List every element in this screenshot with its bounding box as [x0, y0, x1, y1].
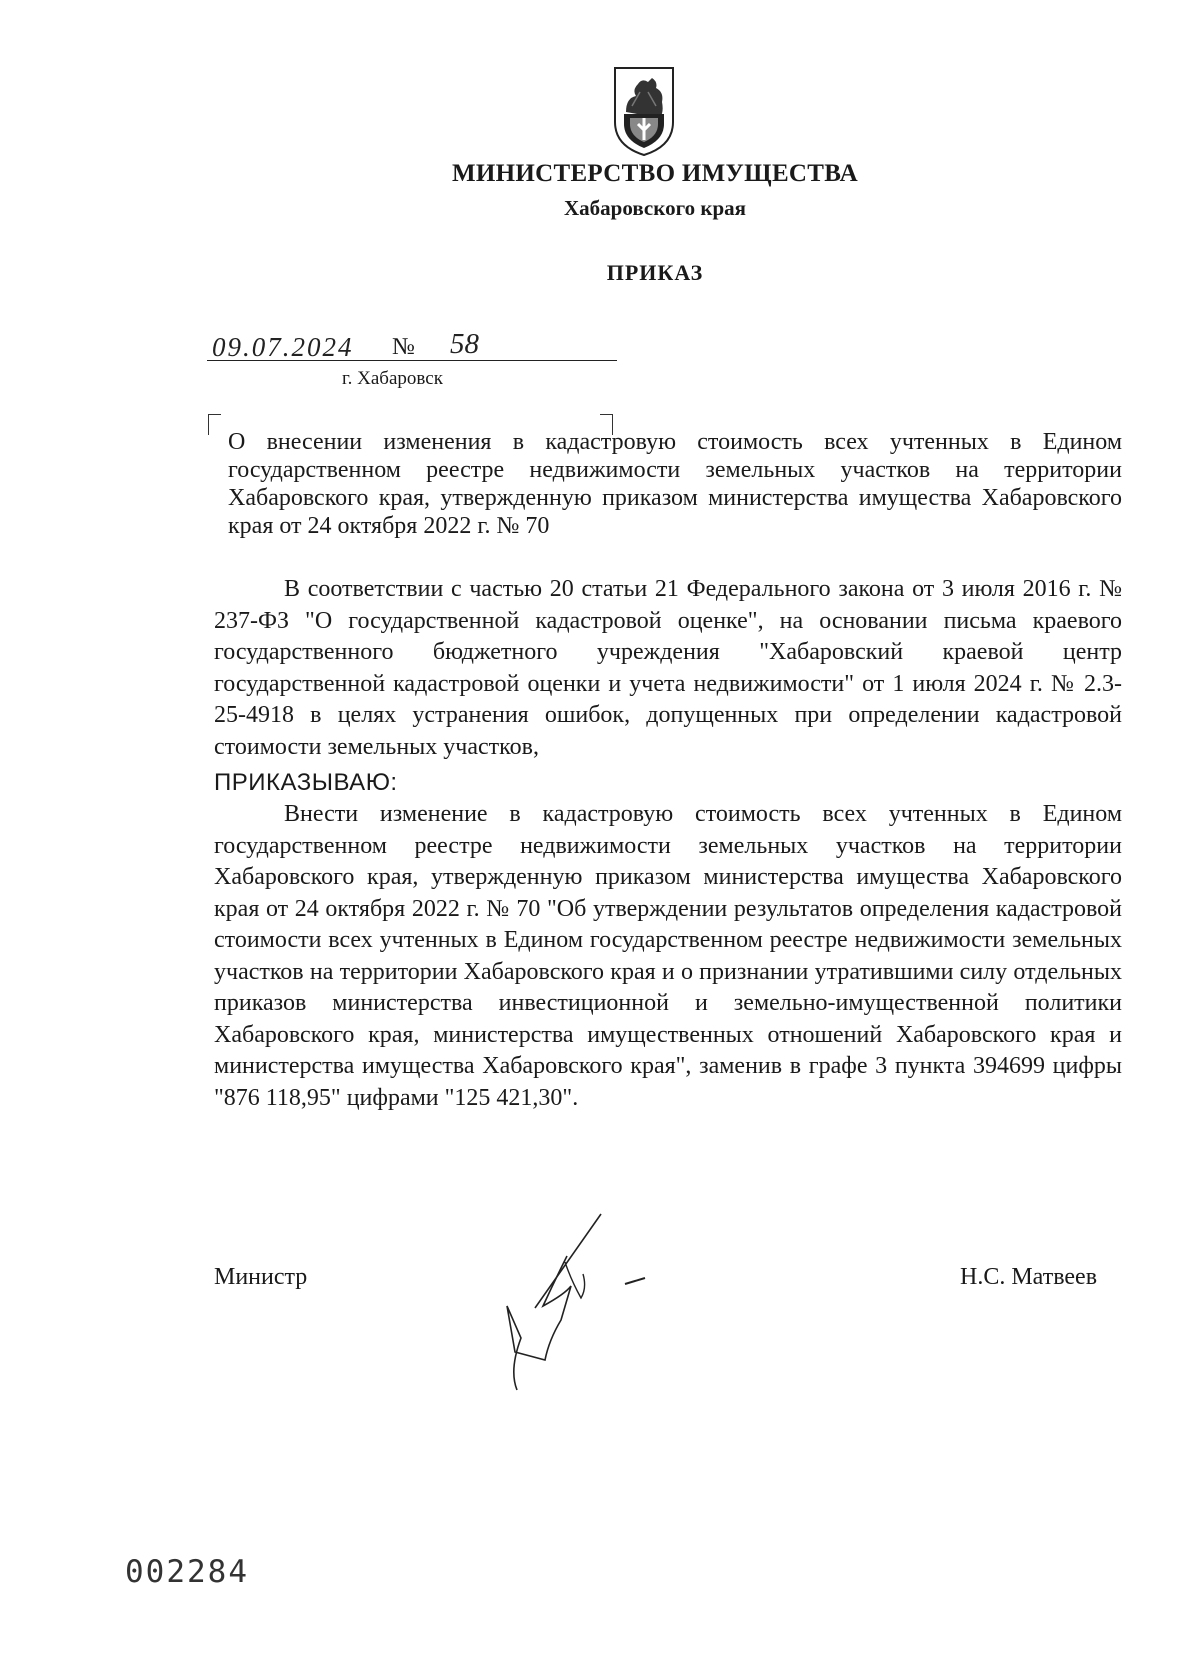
handwritten-signature-icon [505, 1210, 695, 1400]
order-text: Внести изменение в кадастровую стоимость всех учтенных в Едином государственном реестре недвижимости земельных участков на территории Хабаровского края, утвержденную приказом министерства имущества Хабаровского края от 24 октября 2022 г. № 70 "Об утверждении результатов определения кадастровой стоимости всех учтенных в Едином государственном реестре недвижимости земельных участков на территории Хабаровского края и о признании утратившими силу отдельных приказов министерства инвестиционной и земельно-имущественной политики Хабаровского края, министерства имущественных отношений Хабаровского края и министерства имущества Хабаровского края", заменив в графе 3 пункта 394699 цифры "876 118,95" цифрами "125 421,30". [214, 801, 1122, 1111]
document-type: ПРИКАЗ [606, 260, 704, 285]
order-number: 58 [450, 328, 479, 360]
preamble-text: В соответствии с частью 20 статьи 21 Федерального закона от 3 июля 2016 г. № 237-ФЗ "О государственной кадастровой оценке", на основании письма краевого государственного бюджетного учреждения "Хабаровский краевой центр государственной кадастровой оценки и учета недвижимости" от 1 июля 2024 г. № 2.3-25-4918 в целях устранения ошибок, допущенных при определении кадастровой стоимости земельных участков, [214, 576, 1122, 760]
document-code: 002284 [125, 1554, 249, 1590]
region-name: Хабаровского края [564, 196, 746, 220]
order-paragraph [214, 799, 1122, 1114]
city-label: г. Хабаровск [342, 368, 443, 389]
coat-of-arms-icon [612, 62, 676, 158]
signer-position: Министр [214, 1264, 308, 1290]
ministry-name: МИНИСТЕРСТВО ИМУЩЕСТВА [451, 160, 858, 187]
subject-corner-left [208, 414, 221, 435]
number-label: № [392, 334, 415, 360]
order-subject: О внесении изменения в кадастровую стоимость всех учтенных в Едином государственном реестре недвижимости земельных участков на территории Хабаровского края, утвержденную приказом министерства имущества Хабаровского края от 24 октября 2022 г. № 70 [228, 429, 1122, 539]
signer-name: Н.С. Матвеев [960, 1264, 1098, 1290]
order-date: 09.07.2024 [212, 332, 354, 362]
order-keyword: ПРИКАЗЫВАЮ: [214, 769, 398, 796]
preamble-paragraph [214, 574, 1122, 763]
